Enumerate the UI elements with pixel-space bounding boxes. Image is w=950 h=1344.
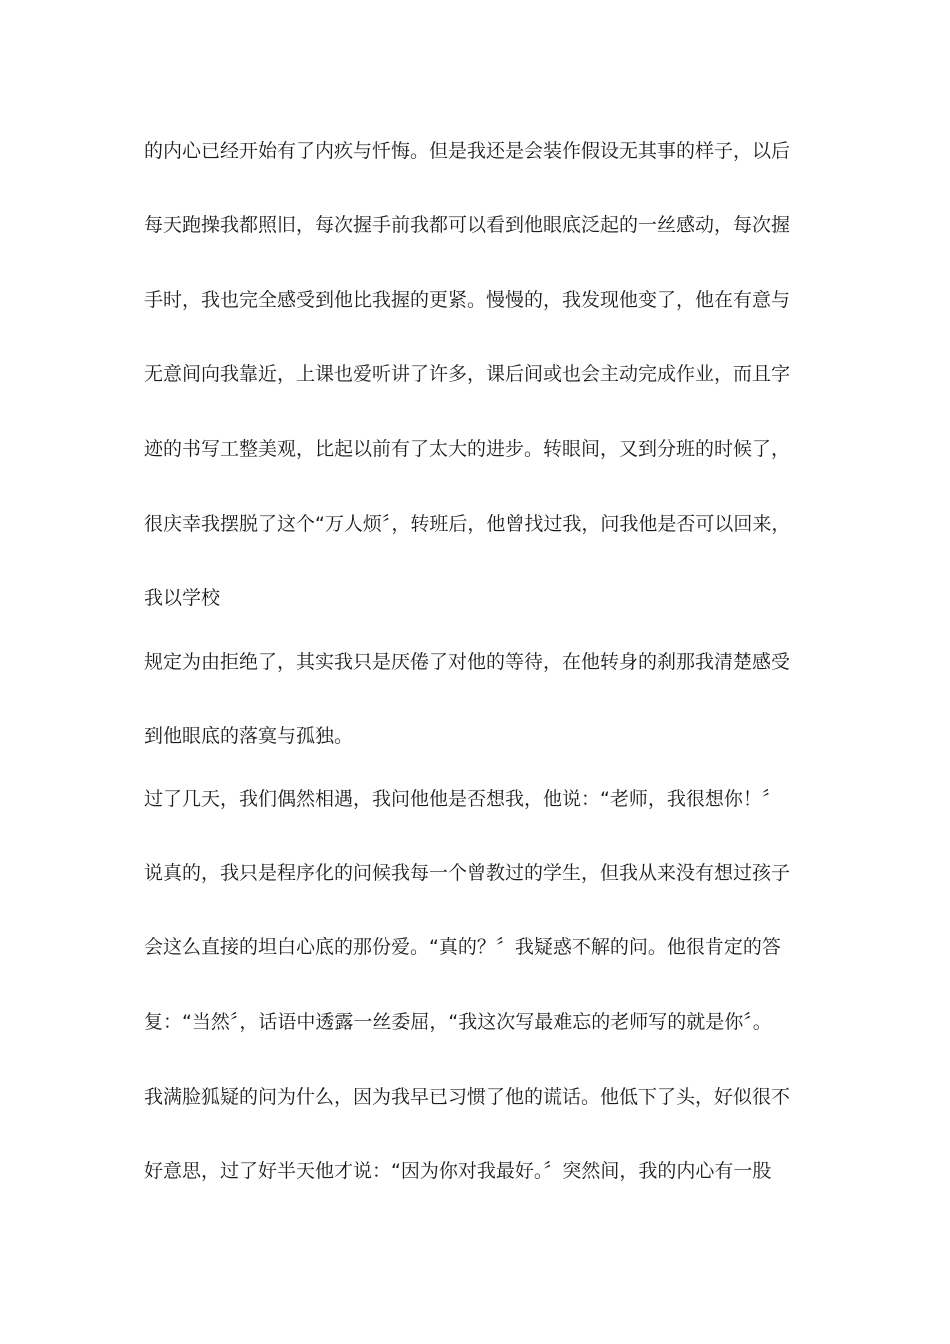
text-line: 的内心已经开始有了内疚与忏悔。但是我还是会装作假设无其事的样子，以后	[144, 140, 791, 162]
text-line: 我以学校	[144, 587, 221, 609]
text-line: 手时，我也完全感受到他比我握的更紧。慢慢的，我发现他变了，他在有意与	[144, 289, 791, 311]
text-line: 到他眼底的落寞与孤独。	[144, 725, 354, 747]
text-line: 无意间向我靠近，上课也爱听讲了许多，课后间或也会主动完成作业，而且字	[144, 363, 791, 385]
text-line: 规定为由拒绝了，其实我只是厌倦了对他的等待，在他转身的刹那我清楚感受	[144, 651, 791, 673]
text-line: 复：“当然〞，话语中透露一丝委屈，“我这次写最难忘的老师写的就是你〞。	[144, 1011, 772, 1033]
text-line: 过了几天，我们偶然相遇，我问他他是否想我，他说：“老师，我很想你！〞	[144, 788, 781, 810]
text-line: 我满脸狐疑的问为什么，因为我早已习惯了他的谎话。他低下了头，好似很不	[144, 1086, 791, 1108]
text-line: 好意思，过了好半天他才说：“因为你对我最好。〞突然间，我的内心有一股	[144, 1160, 772, 1182]
text-line: 迹的书写工整美观，比起以前有了太大的进步。转眼间，又到分班的时候了，	[144, 438, 791, 460]
text-line: 会这么直接的坦白心底的那份爱。“真的？〞我疑惑不解的问。他很肯定的答	[144, 936, 781, 958]
text-line: 说真的，我只是程序化的问候我每一个曾教过的学生，但我从来没有想过孩子	[144, 862, 791, 884]
text-line: 每天跑操我都照旧，每次握手前我都可以看到他眼底泛起的一丝感动，每次握	[144, 214, 791, 236]
text-line: 很庆幸我摆脱了这个“万人烦〞，转班后，他曾找过我，问我他是否可以回来，	[144, 513, 791, 535]
